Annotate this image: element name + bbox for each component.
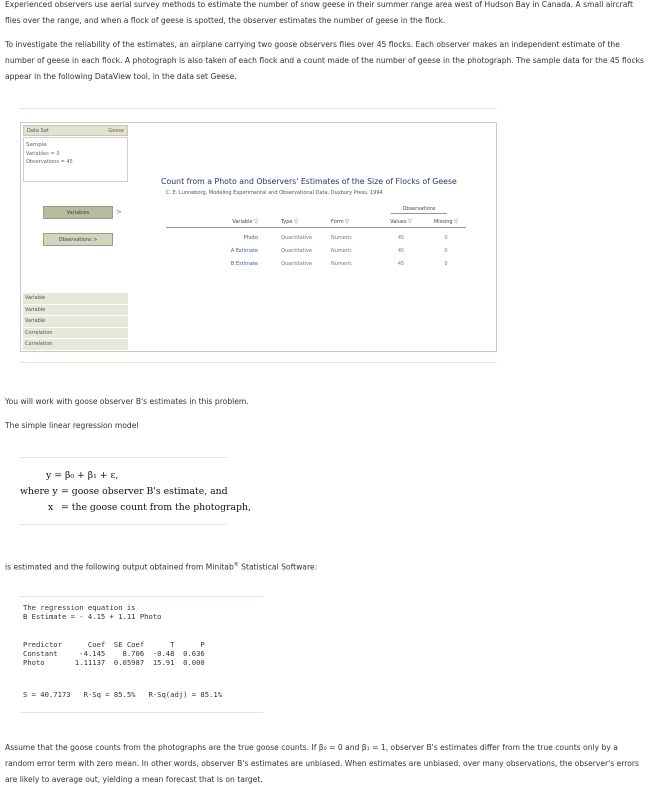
equation-x-symbol: x (48, 502, 54, 513)
intro-paragraph-1: Experienced observers use aerial survey methods to estimate the number of snow geese in their summer range area west of Hudson Bay in Canada. A small aircraft flies over the range, and when a flock of geese is spotted, the observer estimates the number of geese in the flock. (5, 0, 633, 25)
divider (20, 457, 227, 458)
column-form[interactable]: Form ▽ (331, 219, 350, 225)
minitab-text: is estimated and the following output obtained from Minitab (5, 562, 234, 572)
cell-type: Quantitative (281, 248, 313, 254)
cell-missing: 0 (444, 261, 448, 267)
intro-paragraph-2: To investigate the reliability of the estimates, an airplane carrying two goose observers flies over 45 flocks. Each observer makes an independent estimate of the number of geese in each flock. A photograph is also taken of each flock and a count made of the number of geese in the photograph. The sample data for the 45 flocks appear in the following DataView tool, in the data set Geese. (5, 40, 645, 81)
observer-b-paragraph: You will work with goose observer B's estimates in this problem. (5, 397, 249, 406)
cell-values: 45 (397, 235, 405, 241)
list-item-variable-2[interactable]: Variable (23, 305, 128, 317)
column-missing[interactable]: Missing ▽ (433, 219, 459, 225)
model-summary-output: S = 40.7173 R-Sq = 85.5% R-Sq(adj) = 85.1% (23, 690, 223, 699)
table-row[interactable] (166, 259, 466, 271)
observations-button[interactable] (43, 233, 113, 246)
model-intro-paragraph: The simple linear regression model (5, 421, 139, 430)
observations-count: Observations = 45 (26, 159, 73, 165)
variables-button[interactable]: Variables (43, 206, 113, 219)
registered-mark: ® (233, 562, 239, 568)
table-row[interactable] (166, 246, 466, 258)
equation-y-definition: = goose observer B's estimate, and (61, 486, 228, 497)
column-variable[interactable]: Variable ▽ (232, 219, 258, 225)
minitab-paragraph (5, 557, 645, 576)
regression-equation-output: The regression equation is B Estimate = - 4.15 + 1.11 Photo (23, 603, 162, 621)
observations-button-label: Observations (58, 237, 92, 243)
cell-form: Numeric (331, 261, 353, 267)
cell-form: Numeric (331, 248, 353, 254)
cell-form: Numeric (331, 235, 353, 241)
divider (20, 362, 497, 363)
divider (20, 596, 263, 597)
minitab-text-end: Statistical Software: (238, 562, 318, 572)
list-item-correlation-2[interactable]: Correlation (23, 339, 128, 351)
table-header (166, 217, 466, 228)
chevron-right-icon: > (93, 237, 98, 243)
dataset-title: Count from a Photo and Observers' Estimates of the Size of Flocks of Geese (161, 177, 457, 186)
cell-type: Quantitative (281, 261, 313, 267)
cell-type: Quantitative (281, 235, 313, 241)
table-row[interactable] (166, 233, 466, 245)
dataview-tabs (23, 125, 128, 136)
dataview-panel (20, 122, 497, 352)
dataview-sidebar (23, 125, 128, 349)
variables-count: Variables = 3 (26, 151, 60, 157)
tab-data-set[interactable]: Data Set (27, 128, 49, 134)
equation-x-definition: = the goose count from the photograph, (61, 502, 251, 513)
cell-variable: A Estimate (230, 248, 258, 254)
cell-missing: 0 (444, 235, 448, 241)
list-item-variable-3[interactable]: Variable (23, 316, 128, 328)
coefficients-table-output: Predictor Coef SE Coef T P Constant -4.145 8.706 -0.48 0.636 Photo 1.11137 0.05987 15.91 0.000 (23, 640, 205, 667)
unbiased-paragraph: Assume that the goose counts from the photographs are the true goose counts. If β₀ = 0 and β₁ = 1, observer B's estimates differ from the true counts only by a random error term with zero mean. In other words, observer B's estimates are unbiased. When estimates are unbiased, over many observations, the observer's errors are likely to average out, yielding a mean forecast that is on target. (5, 743, 639, 784)
column-values[interactable]: Values ▽ (390, 219, 412, 225)
analysis-list (23, 293, 128, 351)
cell-variable: B Estimate (230, 261, 258, 267)
observations-header: Observations (391, 205, 447, 214)
dataset-info (23, 137, 128, 182)
divider (20, 108, 497, 109)
cell-values: 45 (397, 261, 405, 267)
divider (20, 712, 263, 713)
cell-variable: Photo (243, 235, 258, 241)
equation-line-1: y = β₀ + β₁ + ε, (46, 470, 119, 481)
cell-values: 45 (397, 248, 405, 254)
column-type[interactable]: Type ▽ (281, 219, 298, 225)
cell-missing: 0 (444, 248, 448, 254)
chevron-right-icon: > (116, 208, 122, 216)
list-item-variable-1[interactable]: Variable (23, 293, 128, 305)
dataset-citation: C. E. Lunneborg, Modeling Experimental and Observational Data, Duxbury Press, 1994 (166, 190, 383, 196)
sample-label: Sample (26, 142, 47, 148)
tab-geese[interactable]: Geese (108, 128, 124, 134)
divider (20, 524, 227, 525)
equation-where-y: where y (20, 486, 58, 497)
list-item-correlation-1[interactable]: Correlation (23, 328, 128, 340)
